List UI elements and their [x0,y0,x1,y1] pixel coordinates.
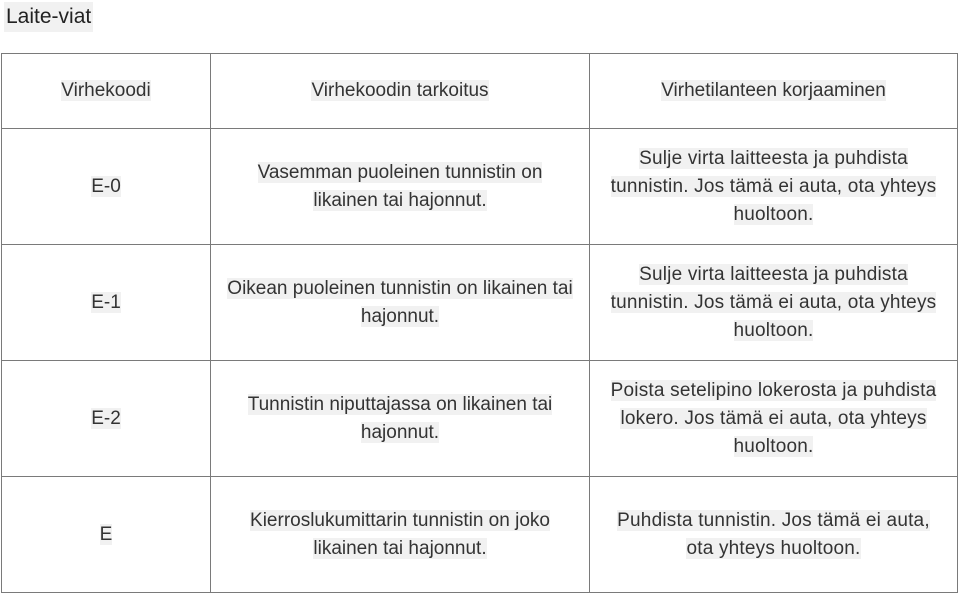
header-error-meaning: Virhekoodin tarkoitus [211,54,590,129]
table-row [2,129,958,245]
cell-error-meaning: Oikean puoleinen tunnistin on likainen tai hajonnut. [211,245,590,361]
table-row [2,245,958,361]
cell-error-meaning: Vasemman puoleinen tunnistin on likainen tai hajonnut. [211,129,590,245]
cell-error-meaning: Tunnistin niputtajassa on likainen tai hajonnut. [211,361,590,477]
page-title: Laite-viat [4,2,93,32]
header-error-code: Virhekoodi [2,54,211,129]
header-error-fix: Virhetilanteen korjaaminen [590,54,958,129]
cell-error-fix: Sulje virta laitteesta ja puhdista tunnistin. Jos tämä ei auta, ota yhteys huoltoon. [590,129,958,245]
cell-error-code: E-0 [2,129,211,245]
error-code-table [1,53,958,593]
table-row [2,477,958,593]
cell-error-code: E-2 [2,361,211,477]
cell-error-code: E [2,477,211,593]
cell-error-fix: Poista setelipino lokerosta ja puhdista lokero. Jos tämä ei auta, ota yhteys huoltoon. [590,361,958,477]
table-header-row [2,54,958,129]
cell-error-fix: Sulje virta laitteesta ja puhdista tunnistin. Jos tämä ei auta, ota yhteys huoltoon. [590,245,958,361]
cell-error-fix: Puhdista tunnistin. Jos tämä ei auta, ota yhteys huoltoon. [590,477,958,593]
cell-error-code: E-1 [2,245,211,361]
table-row [2,361,958,477]
cell-error-meaning: Kierroslukumittarin tunnistin on joko likainen tai hajonnut. [211,477,590,593]
